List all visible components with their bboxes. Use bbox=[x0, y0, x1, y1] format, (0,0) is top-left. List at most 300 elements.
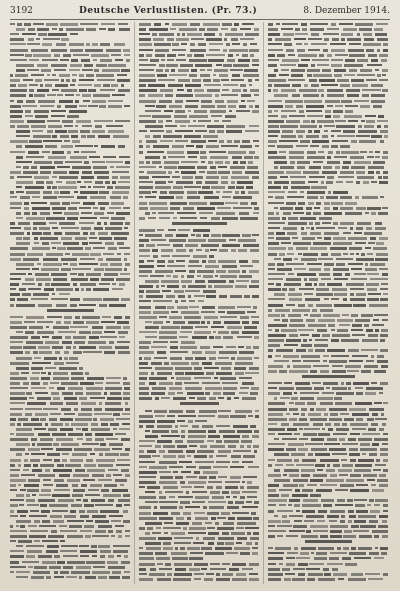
text-line-segment bbox=[57, 166, 70, 168]
text-line-segment bbox=[33, 351, 38, 354]
text-line-segment bbox=[125, 530, 130, 532]
text-line-segment bbox=[274, 181, 289, 184]
text-line-segment bbox=[339, 324, 350, 326]
text-line-segment bbox=[236, 573, 246, 576]
text-line-segment bbox=[200, 74, 210, 77]
text-line-segment bbox=[234, 547, 250, 550]
text-line-segment bbox=[368, 578, 383, 580]
text-line-segment bbox=[110, 166, 114, 168]
text-line-segment bbox=[306, 135, 319, 138]
section-heading-line bbox=[180, 402, 219, 405]
text-line-segment bbox=[201, 311, 215, 313]
text-columns bbox=[10, 22, 390, 584]
text-line-segment bbox=[230, 466, 244, 468]
text-line-segment bbox=[331, 49, 345, 52]
text-line-segment bbox=[251, 316, 259, 318]
text-line-segment bbox=[53, 326, 69, 329]
text-line-segment bbox=[383, 469, 388, 472]
text-line-segment bbox=[240, 445, 245, 448]
text-line-segment bbox=[117, 555, 121, 557]
text-line-segment bbox=[292, 578, 305, 581]
text-line-segment bbox=[170, 351, 189, 353]
text-line-segment bbox=[324, 298, 330, 300]
text-line-segment bbox=[327, 563, 343, 565]
text-line-segment bbox=[61, 145, 73, 148]
text-line-segment bbox=[190, 43, 195, 46]
text-line-segment bbox=[97, 176, 109, 179]
text-line-segment bbox=[145, 234, 162, 237]
text-line-segment bbox=[79, 105, 87, 107]
text-line-segment bbox=[250, 537, 259, 540]
text-line-segment bbox=[276, 232, 285, 235]
text-line-segment bbox=[16, 135, 30, 137]
text-line-segment bbox=[100, 263, 107, 266]
text-line-segment bbox=[313, 161, 324, 163]
text-line-segment bbox=[10, 387, 28, 389]
text-line-segment bbox=[100, 336, 117, 338]
text-line-segment bbox=[43, 196, 57, 199]
text-line-segment bbox=[220, 377, 236, 380]
text-line-segment bbox=[274, 479, 290, 482]
text-line-segment bbox=[139, 166, 156, 168]
text-line-segment bbox=[251, 387, 259, 390]
text-line-segment bbox=[45, 469, 50, 472]
text-line-segment bbox=[48, 428, 58, 431]
text-line-segment bbox=[213, 321, 221, 324]
text-line-segment bbox=[139, 265, 154, 268]
text-line-segment bbox=[10, 140, 28, 143]
text-line-segment bbox=[244, 295, 250, 298]
text-line-segment bbox=[268, 176, 277, 179]
text-line-segment bbox=[356, 484, 368, 486]
text-line-segment bbox=[163, 542, 171, 545]
text-line-segment bbox=[213, 331, 216, 333]
text-line-segment bbox=[350, 459, 356, 462]
text-line-segment bbox=[139, 145, 143, 148]
text-line-segment bbox=[88, 105, 97, 107]
text-line-segment bbox=[41, 268, 59, 271]
text-line-segment bbox=[115, 433, 125, 435]
text-line-segment bbox=[86, 74, 94, 77]
text-line-segment bbox=[92, 43, 98, 46]
text-line-segment bbox=[310, 247, 327, 250]
text-line-segment bbox=[218, 450, 232, 453]
text-line-segment bbox=[10, 448, 25, 451]
text-line-segment bbox=[178, 166, 194, 169]
text-line-segment bbox=[174, 573, 192, 576]
text-line-segment bbox=[206, 372, 213, 375]
text-line-segment bbox=[210, 249, 217, 251]
text-line-segment bbox=[344, 74, 355, 76]
text-line-segment bbox=[189, 74, 197, 77]
text-line-segment bbox=[239, 260, 249, 263]
text-line-segment bbox=[139, 249, 150, 252]
text-line-segment bbox=[303, 433, 317, 436]
text-line-segment bbox=[357, 222, 372, 225]
text-line-segment bbox=[35, 413, 47, 416]
text-line-segment bbox=[91, 54, 108, 57]
text-line-segment bbox=[178, 69, 189, 72]
text-line-segment bbox=[364, 365, 378, 368]
text-line-segment bbox=[180, 425, 188, 427]
text-line-segment bbox=[227, 140, 231, 143]
text-line-segment bbox=[27, 43, 40, 45]
text-line-segment bbox=[139, 295, 143, 298]
text-line-segment bbox=[268, 298, 285, 300]
text-line-segment bbox=[327, 161, 340, 164]
text-line-segment bbox=[247, 166, 258, 169]
text-line-segment bbox=[249, 84, 253, 86]
text-line-segment bbox=[211, 115, 221, 117]
text-line-segment bbox=[193, 120, 196, 122]
text-line-segment bbox=[117, 242, 124, 245]
text-line-segment bbox=[222, 532, 229, 535]
text-line-segment bbox=[17, 176, 32, 178]
text-line-segment bbox=[214, 120, 219, 122]
text-line-segment bbox=[139, 28, 146, 31]
text-line-segment bbox=[155, 397, 158, 400]
text-line-segment bbox=[303, 499, 318, 502]
text-line-segment bbox=[175, 140, 188, 142]
text-line-segment bbox=[43, 408, 58, 410]
text-line-segment bbox=[375, 227, 386, 230]
text-line-segment bbox=[296, 145, 308, 147]
text-line-segment bbox=[61, 227, 79, 229]
text-line-segment bbox=[79, 367, 83, 370]
text-line-segment bbox=[236, 110, 250, 112]
text-line-segment bbox=[155, 306, 166, 309]
text-line-segment bbox=[52, 186, 56, 189]
text-line-segment bbox=[376, 23, 388, 25]
text-line-segment bbox=[306, 515, 325, 518]
text-line-segment bbox=[371, 355, 374, 358]
text-line-segment bbox=[84, 161, 90, 164]
text-line-segment bbox=[314, 344, 328, 347]
text-line-segment bbox=[242, 481, 245, 483]
text-line-segment bbox=[307, 191, 326, 194]
text-line-segment bbox=[321, 499, 334, 502]
text-line-segment bbox=[316, 293, 333, 296]
text-line-segment bbox=[179, 336, 188, 338]
text-line-segment bbox=[108, 499, 114, 502]
text-line-segment bbox=[139, 461, 155, 463]
text-line-segment bbox=[349, 247, 362, 250]
text-line-segment bbox=[69, 69, 80, 71]
text-line-segment bbox=[199, 171, 205, 173]
text-line-segment bbox=[368, 54, 376, 57]
text-line-segment bbox=[286, 448, 296, 451]
text-line-segment bbox=[279, 387, 294, 390]
text-line-segment bbox=[104, 484, 117, 487]
text-line-segment bbox=[333, 191, 348, 194]
text-line-segment bbox=[76, 94, 80, 96]
text-line-segment bbox=[288, 222, 306, 225]
text-line-segment bbox=[10, 115, 22, 118]
text-line-segment bbox=[378, 115, 384, 118]
text-line-segment bbox=[34, 176, 50, 179]
text-line-segment bbox=[113, 413, 119, 416]
text-line-segment bbox=[164, 161, 179, 164]
text-line-segment bbox=[18, 418, 28, 421]
text-line-segment bbox=[373, 469, 381, 471]
text-line-segment bbox=[46, 576, 51, 579]
text-line-segment bbox=[181, 280, 193, 283]
text-line-segment bbox=[139, 316, 157, 319]
text-line-segment bbox=[383, 573, 388, 576]
text-line-segment bbox=[150, 568, 156, 571]
text-line-segment bbox=[33, 293, 49, 296]
text-line-segment bbox=[317, 397, 333, 400]
text-line-segment bbox=[144, 357, 150, 360]
text-line-segment bbox=[10, 479, 26, 482]
text-line-segment bbox=[94, 171, 109, 174]
text-line-segment bbox=[233, 207, 251, 209]
text-line-segment bbox=[24, 202, 29, 205]
text-line-segment bbox=[227, 311, 244, 314]
text-line-segment bbox=[215, 336, 221, 339]
text-line-segment bbox=[287, 232, 297, 235]
text-line-segment bbox=[203, 471, 218, 474]
text-line-segment bbox=[309, 563, 324, 565]
text-line-segment bbox=[58, 196, 74, 198]
text-line-segment bbox=[181, 161, 197, 163]
text-line-segment bbox=[246, 542, 252, 545]
text-line-segment bbox=[354, 557, 371, 559]
text-line-segment bbox=[327, 349, 345, 352]
text-line-segment bbox=[218, 410, 231, 412]
text-line-segment bbox=[334, 69, 346, 72]
text-line-segment bbox=[165, 125, 177, 127]
text-line-segment bbox=[268, 120, 284, 123]
text-line-segment bbox=[237, 336, 252, 338]
text-line-segment bbox=[139, 234, 143, 236]
text-line-segment bbox=[158, 79, 175, 81]
text-line-segment bbox=[210, 445, 225, 448]
text-line-segment bbox=[187, 89, 192, 92]
text-line-segment bbox=[337, 499, 345, 502]
text-line-segment bbox=[139, 476, 156, 478]
text-line-segment bbox=[288, 504, 292, 506]
text-line-segment bbox=[27, 232, 30, 235]
text-line-segment bbox=[45, 341, 59, 344]
text-line-segment bbox=[34, 357, 42, 359]
text-line-segment bbox=[25, 331, 34, 334]
text-line-segment bbox=[214, 285, 233, 288]
text-line-segment bbox=[177, 33, 180, 36]
text-line-segment bbox=[292, 360, 301, 362]
text-line-segment bbox=[245, 171, 259, 174]
text-line-segment bbox=[356, 392, 363, 395]
text-line-segment bbox=[42, 336, 50, 338]
text-line-segment bbox=[351, 525, 359, 528]
text-line-segment bbox=[365, 247, 371, 249]
text-line-segment bbox=[291, 74, 303, 77]
text-line-segment bbox=[372, 489, 384, 492]
text-line-segment bbox=[254, 357, 259, 359]
text-line-segment bbox=[83, 298, 101, 301]
text-line-segment bbox=[38, 33, 47, 36]
text-line-segment bbox=[10, 196, 17, 198]
text-line-segment bbox=[175, 476, 182, 479]
text-line-segment bbox=[380, 349, 388, 352]
text-line-segment bbox=[145, 435, 158, 438]
text-line-segment bbox=[26, 316, 44, 319]
text-line-segment bbox=[308, 38, 322, 40]
text-line-segment bbox=[163, 156, 167, 159]
text-line-segment bbox=[40, 84, 43, 87]
text-line-segment bbox=[231, 181, 235, 184]
text-line-segment bbox=[125, 161, 130, 164]
text-line-segment bbox=[164, 110, 172, 112]
text-line-segment bbox=[371, 484, 376, 486]
text-line-segment bbox=[53, 520, 64, 523]
text-line-segment bbox=[10, 351, 23, 354]
text-line-segment bbox=[350, 423, 368, 426]
text-line-segment bbox=[49, 387, 54, 389]
text-line-segment bbox=[167, 415, 174, 417]
text-line-segment bbox=[365, 263, 369, 266]
text-line-segment bbox=[22, 33, 37, 35]
text-line-segment bbox=[191, 362, 198, 365]
text-line-segment bbox=[299, 428, 302, 430]
text-line-segment bbox=[224, 38, 227, 41]
text-line-segment bbox=[340, 484, 354, 487]
text-line-segment bbox=[20, 525, 25, 528]
text-line-segment bbox=[171, 69, 175, 72]
text-line-segment bbox=[87, 510, 98, 513]
text-line-segment bbox=[34, 161, 52, 164]
text-line-segment bbox=[340, 145, 350, 148]
text-line-segment bbox=[209, 397, 216, 400]
text-line-segment bbox=[194, 367, 202, 370]
text-line-segment bbox=[56, 484, 69, 487]
text-line-segment bbox=[146, 295, 163, 298]
text-line-segment bbox=[221, 367, 231, 370]
text-line-segment bbox=[330, 552, 347, 554]
text-line-segment bbox=[167, 38, 174, 41]
text-line-segment bbox=[175, 425, 178, 428]
text-line-segment bbox=[337, 135, 355, 137]
text-line-segment bbox=[185, 105, 198, 108]
text-line-segment bbox=[362, 89, 380, 91]
text-line-segment bbox=[94, 448, 110, 451]
text-line-segment bbox=[23, 79, 33, 81]
text-line-segment bbox=[383, 459, 388, 462]
text-line-segment bbox=[31, 125, 46, 128]
text-line-segment bbox=[27, 504, 39, 506]
text-line-segment bbox=[374, 504, 381, 506]
text-line-segment bbox=[111, 54, 122, 56]
text-line-segment bbox=[320, 459, 339, 462]
text-line-segment bbox=[180, 217, 197, 219]
text-line-segment bbox=[350, 227, 354, 230]
text-line-segment bbox=[306, 212, 311, 215]
text-line-segment bbox=[118, 145, 125, 148]
text-line-segment bbox=[211, 326, 223, 328]
text-line-segment bbox=[68, 130, 78, 133]
text-line-segment bbox=[207, 125, 224, 128]
text-line-segment bbox=[203, 290, 216, 293]
text-line-segment bbox=[28, 28, 35, 31]
text-line-segment bbox=[80, 217, 96, 219]
text-line-segment bbox=[108, 530, 113, 533]
text-line-segment bbox=[331, 23, 336, 26]
text-line-segment bbox=[354, 469, 371, 472]
text-line-segment bbox=[255, 415, 259, 418]
text-line-segment bbox=[288, 443, 304, 446]
text-line-segment bbox=[147, 151, 165, 153]
text-line-segment bbox=[331, 145, 337, 148]
text-line-segment bbox=[37, 331, 54, 334]
text-line-segment bbox=[162, 290, 171, 292]
text-line-segment bbox=[231, 491, 240, 494]
text-line-segment bbox=[381, 59, 387, 62]
text-line-segment bbox=[229, 280, 235, 283]
text-line-segment bbox=[70, 510, 76, 513]
text-line-segment bbox=[63, 54, 71, 57]
text-line-segment bbox=[139, 341, 151, 344]
text-line-segment bbox=[156, 557, 170, 560]
text-line-segment bbox=[325, 100, 340, 103]
text-line-segment bbox=[208, 239, 227, 242]
text-line-segment bbox=[70, 33, 78, 35]
text-line-segment bbox=[29, 397, 35, 399]
text-line-segment bbox=[37, 397, 51, 400]
text-line-segment bbox=[16, 428, 32, 431]
text-line-segment bbox=[159, 450, 165, 453]
text-line-segment bbox=[215, 275, 218, 277]
text-line-segment bbox=[54, 479, 64, 482]
text-line-segment bbox=[208, 161, 214, 164]
text-line-segment bbox=[139, 54, 144, 57]
text-line-segment bbox=[52, 433, 66, 436]
text-line-segment bbox=[204, 367, 219, 369]
text-line-segment bbox=[84, 525, 94, 528]
text-line-segment bbox=[283, 186, 288, 189]
text-line-segment bbox=[182, 33, 185, 36]
text-line-segment bbox=[92, 474, 104, 477]
text-line-segment bbox=[174, 537, 193, 539]
text-line-segment bbox=[291, 181, 305, 184]
text-line-segment bbox=[10, 469, 20, 471]
text-line-segment bbox=[187, 54, 192, 57]
text-line-segment bbox=[199, 28, 205, 31]
text-line-segment bbox=[33, 135, 51, 138]
text-line-segment bbox=[31, 453, 45, 455]
text-line-segment bbox=[372, 530, 388, 533]
text-line-segment bbox=[345, 273, 350, 276]
text-line-segment bbox=[16, 304, 35, 307]
text-line-segment bbox=[42, 540, 59, 542]
text-line-segment bbox=[139, 445, 152, 447]
text-line-segment bbox=[116, 530, 122, 533]
text-line-segment bbox=[184, 186, 200, 188]
text-line-segment bbox=[16, 433, 34, 436]
text-line-segment bbox=[155, 445, 161, 448]
text-line-segment bbox=[316, 202, 321, 205]
text-line-segment bbox=[82, 242, 87, 245]
text-line-segment bbox=[371, 181, 377, 183]
text-line-segment bbox=[153, 38, 164, 41]
text-line-segment bbox=[249, 563, 259, 566]
text-line-segment bbox=[253, 445, 259, 448]
text-line-segment bbox=[25, 186, 44, 189]
text-line-segment bbox=[185, 290, 200, 292]
text-line-segment bbox=[307, 402, 316, 405]
text-line-segment bbox=[268, 253, 277, 256]
text-line-segment bbox=[167, 265, 185, 267]
text-line-segment bbox=[156, 105, 166, 108]
